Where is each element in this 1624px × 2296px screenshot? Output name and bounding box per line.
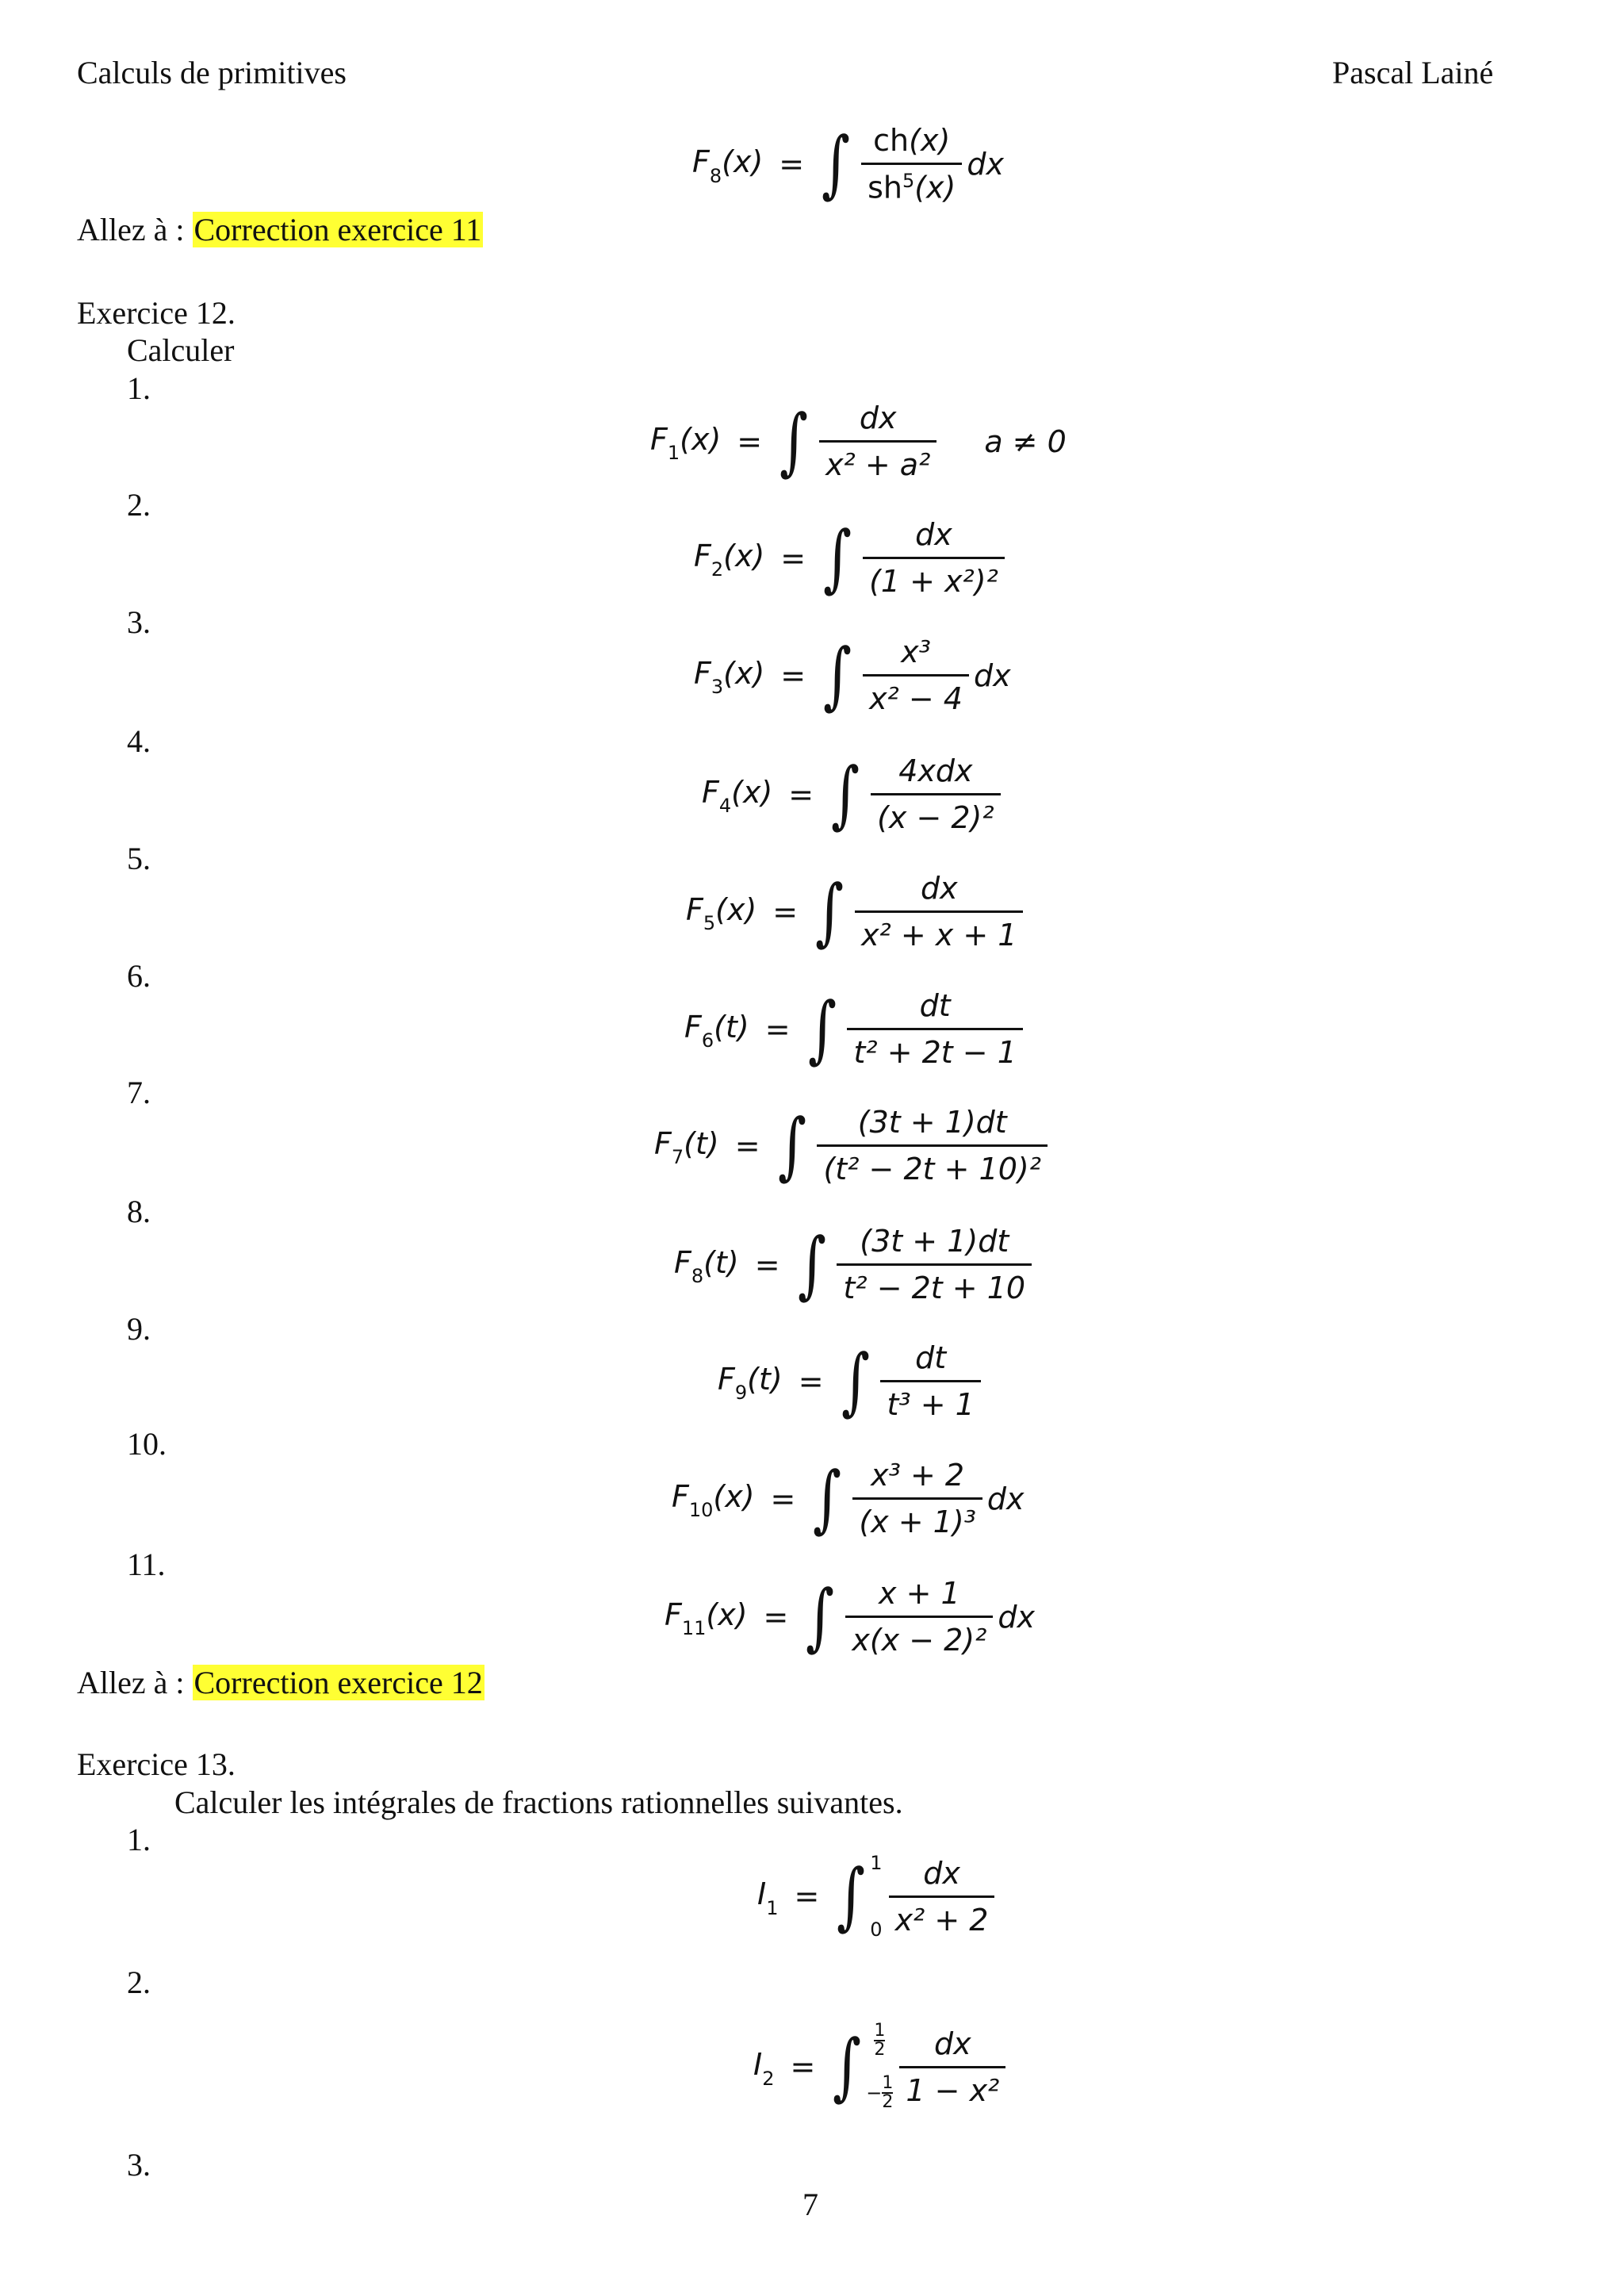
header-title: Calculs de primitives [77, 55, 347, 90]
item-number: 4. [127, 723, 151, 759]
item-number: 2. [127, 487, 151, 523]
formula-f2: $F_2(x)$ = ∫ $\frac{dx}{\text{(1 + x²)²}}$ [694, 517, 1005, 599]
goto-correction-11 [77, 214, 483, 246]
item-number: 6. [127, 958, 151, 994]
item-number: 3. [127, 2147, 151, 2183]
lower-bound: 0 [870, 1918, 883, 1941]
item-number: 9. [127, 1311, 151, 1347]
integral-i2: $I_2$ = ∫ 1 2 − $\frac{1}{2}$ $\frac{dx}{\text{1 − x²}}$ [753, 2022, 1005, 2111]
item-number: 5. [127, 841, 151, 876]
formula-f7: $F_7(t)$ = ∫ $\frac{(3t + 1)dt}{\text{(t² − 2t + 10)²}}$ [654, 1105, 1048, 1186]
formula-f9: $F_9(t)$ = ∫ $\frac{dt}{\text{t³ + 1}}$ [718, 1340, 981, 1422]
formula-f8-t: $F_8(t)$ = ∫ $\frac{(3t + 1)dt}{\text{t² − 2t + 10}}$ [674, 1224, 1032, 1305]
header-author: Pascal Lainé [1332, 55, 1494, 90]
item-number: 8. [127, 1194, 151, 1229]
page-number: 7 [802, 2187, 818, 2222]
lower-bound: − $\frac{1}{2}$ [866, 2073, 894, 2112]
formula-f11: $F_{11}(x)$ = ∫ $\frac{x + 1}{\text{x(x − 2)²}}$ dx [665, 1573, 1035, 1659]
item-number: 1. [127, 1822, 151, 1857]
item-number: 3. [127, 604, 151, 640]
formula-f3: $F_3(x)$ = ∫ $\frac{\text{x³}}{\text{x² − 4}}$ dx [694, 632, 1011, 718]
goto-prefix: Allez à : [77, 212, 193, 247]
formula-f6: $F_6(t)$ = ∫ $\frac{dt}{\text{t² + 2t − 1}}$ [684, 988, 1023, 1070]
correction-12-link[interactable]: Correction exercice 12 [193, 1665, 483, 1700]
formula-f10: $F_{10}(x)$ = ∫ $\frac{\text{x³ + 2}}{\text{(x + 1)³}}$ dx [672, 1455, 1025, 1541]
formula-f8-x: $F_8(x)$ = ∫ $\frac{ch(x)}{sh^5(x)}$ dx [692, 121, 1004, 206]
formula-f1: $F_1(x)$ = ∫ $\frac{dx}{\text{x² + a²}}$ a ≠ 0 [650, 398, 1067, 484]
item-number: 2. [127, 1964, 151, 2000]
correction-11-link[interactable]: Correction exercice 11 [193, 212, 482, 247]
item-number: 1. [127, 370, 151, 406]
exercise-13-intro: Calculer les intégrales de fractions rationnelles suivantes. [174, 1784, 903, 1820]
goto-correction-12 [77, 1667, 485, 1699]
exercise-13-title: Exercice 13. [77, 1746, 236, 1782]
item-number: 10. [127, 1426, 167, 1462]
item-number: 11. [127, 1547, 166, 1582]
item-number: 7. [127, 1075, 151, 1110]
exercise-12-title: Exercice 12. [77, 295, 236, 331]
upper-bound: 1 [870, 1852, 883, 1874]
formula-f4: $F_4(x)$ = ∫ $\frac{\text{4xdx}}{\text{(x − 2)²}}$ [702, 753, 1001, 835]
formula-f5: $F_5(x)$ = ∫ $\frac{dx}{\text{x² + x + 1}}$ [686, 871, 1023, 953]
upper-bound: 1 2 [874, 2021, 886, 2060]
exercise-12-intro: Calculer [127, 332, 235, 368]
integral-i1: $I_1$ = ∫ 1 0 $\frac{dx}{\text{x² + 2}}$ [757, 1852, 994, 1941]
goto-prefix: Allez à : [77, 1665, 193, 1700]
